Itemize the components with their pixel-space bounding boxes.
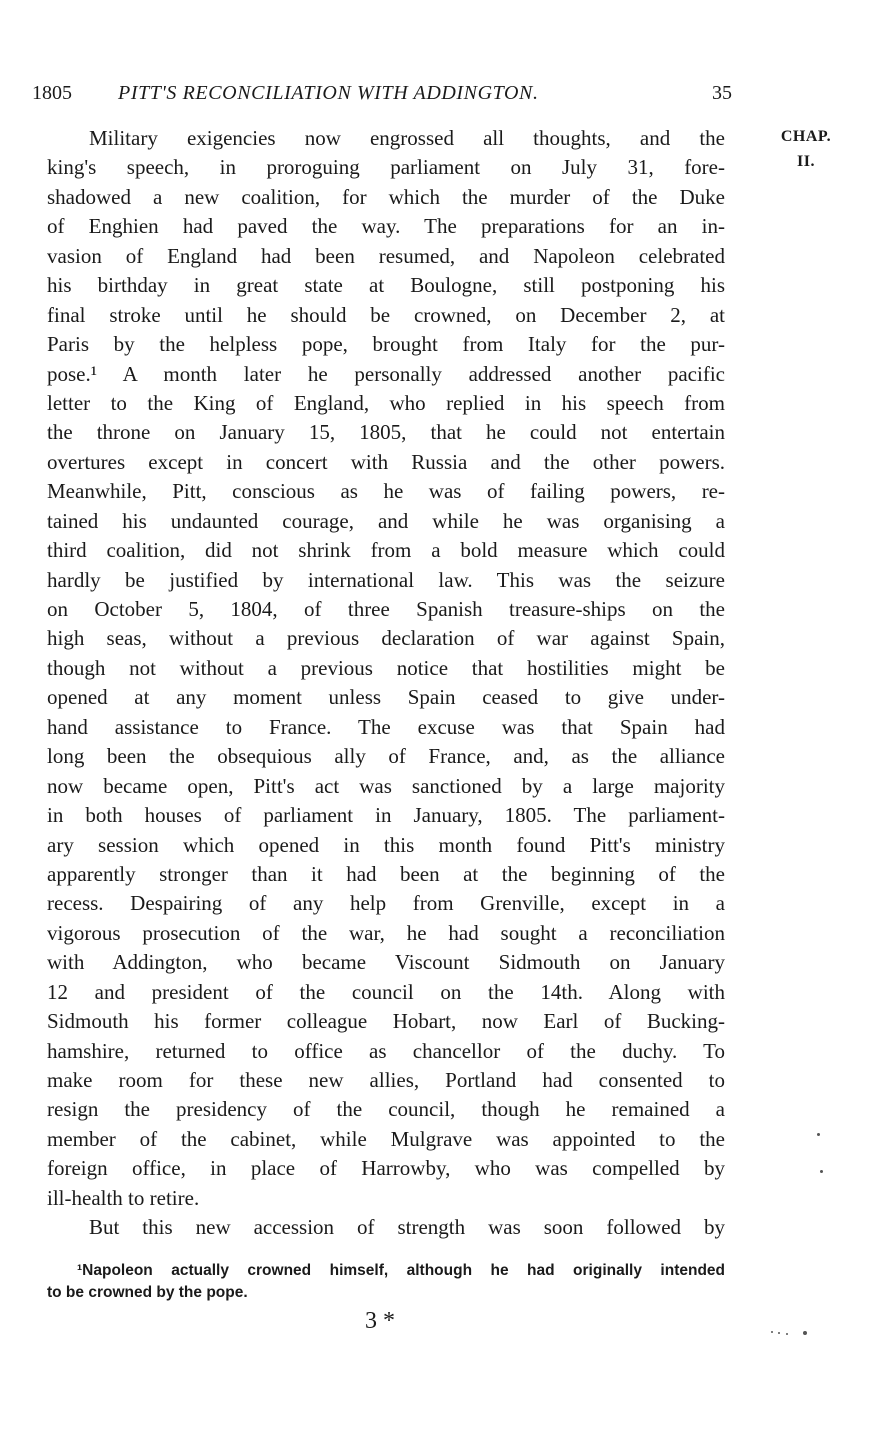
scan-speck — [820, 1170, 823, 1173]
scan-speck — [778, 1332, 780, 1334]
text-line: in both houses of parliament in January, 1805. The parliament- — [47, 803, 725, 828]
text-line: with Addington, who became Viscount Sidmouth on January — [47, 950, 725, 975]
text-line: letter to the King of England, who replied in his speech from — [47, 390, 725, 415]
text-line: Military exigencies now engrossed all thoughts, and the — [89, 126, 725, 150]
running-title: PITT'S RECONCILIATION WITH ADDINGTON. — [118, 82, 539, 104]
text-line: Paris by the helpless pope, brought from Italy for the pur- — [47, 332, 725, 357]
margin-chap-label: CHAP. — [780, 128, 832, 145]
text-line: on October 5, 1804, of three Spanish treasure-ships on the — [47, 597, 725, 621]
text-line: hand assistance to France. The excuse was that Spain had — [47, 714, 725, 739]
text-line: though not without a previous notice that hostilities might be — [47, 655, 725, 680]
text-line: opened at any moment unless Spain ceased to give under- — [47, 685, 725, 710]
text-line: Sidmouth his former colleague Hobart, now Earl of Bucking- — [47, 1009, 725, 1034]
text-line: vigorous prosecution of the war, he had sought a reconciliation — [47, 920, 725, 945]
margin-chap-number: II. — [797, 153, 815, 170]
text-line: make room for these new allies, Portland had consented to — [47, 1068, 725, 1092]
footnote-line: to be crowned by the pope. — [47, 1284, 248, 1301]
text-line: third coalition, did not shrink from a bold measure which could — [47, 538, 725, 563]
text-line: ary session which opened in this month found Pitt's ministry — [47, 832, 725, 857]
scan-speck — [786, 1333, 788, 1335]
text-line: now became open, Pitt's act was sanctioned by a large majority — [47, 773, 725, 798]
chapter-margin-note — [771, 124, 841, 174]
text-line: the throne on January 15, 1805, that he could not entertain — [47, 420, 725, 445]
text-line: shadowed a new coalition, for which the murder of the Duke — [47, 184, 725, 209]
text-line: resign the presidency of the council, though he remained a — [47, 1097, 725, 1122]
text-line: member of the cabinet, while Mulgrave was appointed to the — [47, 1126, 725, 1151]
text-line: high seas, without a previous declaration of war against Spain, — [47, 626, 725, 651]
scan-speck — [803, 1331, 807, 1335]
text-line: final stroke until he should be crowned, on December 2, at — [47, 302, 725, 327]
text-line: recess. Despairing of any help from Grenville, except in a — [47, 891, 725, 916]
text-line: Meanwhile, Pitt, conscious as he was of failing powers, re- — [47, 479, 725, 504]
scan-speck — [817, 1133, 820, 1136]
text-line: of Enghien had paved the way. The preparations for an in- — [47, 214, 725, 239]
text-line: vasion of England had been resumed, and Napoleon celebrated — [47, 243, 725, 268]
scan-speck — [771, 1331, 773, 1333]
footnote — [47, 1260, 725, 1304]
text-line: hamshire, returned to office as chancellor of the duchy. To — [47, 1038, 725, 1063]
text-line: king's speech, in proroguing parliament on July 31, fore- — [47, 155, 725, 180]
footnote-line: ¹Napoleon actually crowned himself, although he had originally intended — [77, 1262, 725, 1279]
signature-mark: 3 * — [365, 1308, 395, 1334]
text-line: long been the obsequious ally of France, and, as the alliance — [47, 744, 725, 769]
text-line: pose.¹ A month later he personally addressed another pacific — [47, 361, 725, 386]
text-line: ill-health to retire. — [47, 1185, 200, 1210]
text-line: tained his undaunted courage, and while he was organising a — [47, 508, 725, 533]
running-header — [32, 78, 732, 108]
text-line: overtures except in concert with Russia and the other powers. — [47, 449, 725, 474]
text-line: his birthday in great state at Boulogne, still postponing his — [47, 273, 725, 298]
text-line: hardly be justified by international law. This was the seizure — [47, 567, 725, 592]
text-line: 12 and president of the council on the 14th. Along with — [47, 979, 725, 1004]
text-line: foreign office, in place of Harrowby, who was compelled by — [47, 1156, 725, 1181]
header-year: 1805 — [32, 82, 72, 104]
body-text — [47, 124, 725, 1243]
text-line: apparently stronger than it had been at the beginning of the — [47, 861, 725, 886]
page-number: 35 — [712, 82, 732, 104]
text-line: But this new accession of strength was soon followed by — [89, 1215, 725, 1240]
